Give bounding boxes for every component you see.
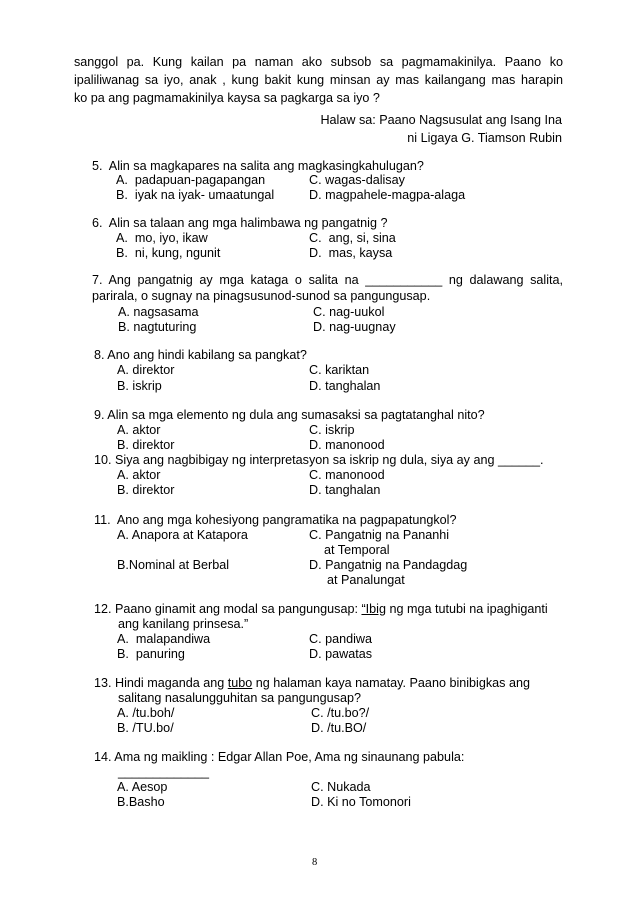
q12-underlined-word: “Ibig bbox=[361, 602, 386, 616]
q13-stem-post: ng halaman kaya namatay. Paano binibigkas ang bbox=[252, 676, 530, 690]
question-11-stem: 11. Ano ang mga kohesiyong pangramatika na pagpapatungkol? bbox=[94, 513, 457, 527]
q13-option-d: D. /tu.BO/ bbox=[311, 721, 367, 735]
q12-option-c: C. pandiwa bbox=[309, 632, 373, 646]
q13-underlined-word: tubo bbox=[227, 676, 253, 690]
q7-option-b: B. nagtuturing bbox=[118, 320, 197, 334]
question-5-stem: 5. Alin sa magkapares na salita ang magkasingkahulugan? bbox=[92, 159, 424, 173]
q7-option-a: A. nagsasama bbox=[118, 305, 199, 319]
q6-option-d: D. mas, kaysa bbox=[309, 246, 393, 260]
question-13-stem-line-2: salitang nasalungguhitan sa pangungusap? bbox=[118, 691, 361, 705]
q6-option-a: A. mo, iyo, ikaw bbox=[116, 231, 208, 245]
q10-option-a: A. aktor bbox=[117, 468, 161, 482]
q9-option-b: B. direktor bbox=[117, 438, 175, 452]
q5-option-c: C. wagas-dalisay bbox=[309, 173, 405, 187]
q11-option-d-line-1: D. Pangatnig na Pandagdag bbox=[309, 558, 468, 572]
q8-option-b: B. iskrip bbox=[117, 379, 162, 393]
q11-option-b: B.Nominal at Berbal bbox=[117, 558, 229, 572]
question-12-stem-line-1 bbox=[94, 602, 548, 617]
q6-option-b: B. ni, kung, ngunit bbox=[116, 246, 221, 260]
question-8-stem: 8. Ano ang hindi kabilang sa pangkat? bbox=[94, 348, 307, 362]
q12-option-d: D. pawatas bbox=[309, 647, 372, 661]
q5-option-a: A. padapuan-pagapangan bbox=[116, 173, 266, 187]
intro-line-3: ko pa ang pagmamakinilya kaysa sa pagkarga sa iyo ? bbox=[74, 91, 380, 105]
question-6-stem: 6. Alin sa talaan ang mga halimbawa ng pangatnig ? bbox=[92, 216, 388, 230]
q8-option-d: D. tanghalan bbox=[309, 379, 381, 393]
q5-option-d: D. magpahele-magpa-alaga bbox=[309, 188, 466, 202]
question-7-stem-line-1: 7. Ang pangatnig ay mga kataga o salita na ___________ ng dalawang salita, bbox=[92, 273, 563, 287]
question-9-stem: 9. Alin sa mga elemento ng dula ang sumasaksi sa pagtatanghal nito? bbox=[94, 408, 485, 422]
source-line-1: Halaw sa: Paano Nagsusulat ang Isang Ina bbox=[320, 113, 562, 127]
q9-option-d: D. manonood bbox=[309, 438, 385, 452]
question-10-stem: 10. Siya ang nagbibigay ng interpretasyon sa iskrip ng dula, siya ay ang ______. bbox=[94, 453, 544, 467]
q8-option-c: C. kariktan bbox=[309, 363, 370, 377]
intro-line-2: ipaliliwanag sa iyo, anak , kung bakit kung minsan ay mas kailangang mas harapin bbox=[74, 73, 563, 87]
question-7-stem-line-2: parirala, o sugnay na pinagsusunod-sunod sa pangungusap. bbox=[92, 289, 431, 303]
q7-option-d: D. nag-uugnay bbox=[313, 320, 396, 334]
q13-option-c: C. /tu.bo?/ bbox=[311, 706, 370, 720]
q11-option-d-line-2: at Panalungat bbox=[327, 573, 405, 587]
q14-option-c: C. Nukada bbox=[311, 780, 371, 794]
q5-option-b: B. iyak na iyak- umaatungal bbox=[116, 188, 275, 202]
q12-option-a: A. malapandiwa bbox=[117, 632, 211, 646]
question-14-stem: 14. Ama ng maikling : Edgar Allan Poe, Ama ng sinaunang pabula: bbox=[94, 750, 465, 764]
q13-option-a: A. /tu.boh/ bbox=[117, 706, 175, 720]
q11-option-c-line-1: C. Pangatnig na Pananhi bbox=[309, 528, 450, 542]
q12-stem-pre: 12. Paano ginamit ang modal sa pangungusap: bbox=[94, 602, 362, 616]
q11-option-c-line-2: at Temporal bbox=[324, 543, 390, 557]
q7-option-c: C. nag-uukol bbox=[313, 305, 385, 319]
q12-stem-post: ng mga tutubi na ipaghiganti bbox=[385, 602, 548, 616]
q10-option-d: D. tanghalan bbox=[309, 483, 381, 497]
q13-stem-pre: 13. Hindi maganda ang bbox=[94, 676, 228, 690]
question-13-stem-line-1 bbox=[94, 676, 530, 691]
q11-option-a: A. Anapora at Katapora bbox=[117, 528, 248, 542]
q6-option-c: C. ang, si, sina bbox=[309, 231, 396, 245]
q12-option-b: B. panuring bbox=[117, 647, 185, 661]
q9-option-c: C. iskrip bbox=[309, 423, 355, 437]
q10-option-c: C. manonood bbox=[309, 468, 385, 482]
q14-option-d: D. Ki no Tomonori bbox=[311, 795, 411, 809]
question-12-stem-line-2: ang kanilang prinsesa.” bbox=[118, 617, 249, 631]
source-line-2: ni Ligaya G. Tiamson Rubin bbox=[407, 131, 562, 145]
page-number: 8 bbox=[312, 857, 318, 868]
q10-option-b: B. direktor bbox=[117, 483, 175, 497]
intro-line-1: sanggol pa. Kung kailan pa naman ako subsob sa pagmamakinilya. Paano ko bbox=[74, 55, 563, 69]
q9-option-a: A. aktor bbox=[117, 423, 161, 437]
q13-option-b: B. /TU.bo/ bbox=[117, 721, 174, 735]
q14-option-a: A. Aesop bbox=[117, 780, 168, 794]
q14-option-b: B.Basho bbox=[117, 795, 165, 809]
q14-answer-blank: _____________ bbox=[118, 765, 210, 779]
q8-option-a: A. direktor bbox=[117, 363, 175, 377]
